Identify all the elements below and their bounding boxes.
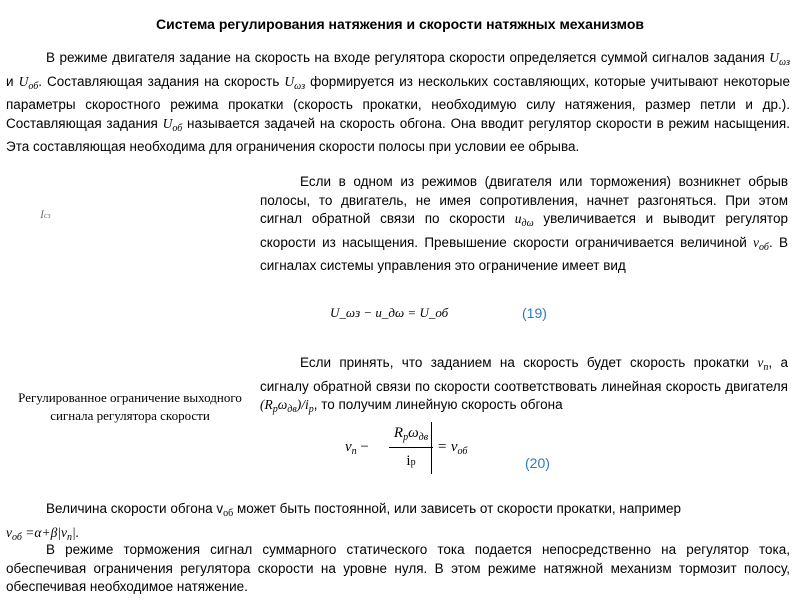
paragraph-5: В режиме торможения сигнал суммарного статического тока подается непосредственно на регулятор тока, обеспечивая ограничения регулятора скорости на уровне нуля. В этом режиме натяжной механизм тормозит полосу, обеспечивая необходимое натяжение. [6,542,790,594]
abs-bar [431,422,432,474]
equation-19: U_ωз − u_дω = U_об [330,305,449,320]
equation-20: $v_п$ − $R_р\omega_{дв}$ iр = $v_{об}$ [345,425,485,477]
paragraph-2: Если в одном из режимов (двигателя или торможения) возникнет обрыв полосы, то двигатель, не имея сопротивления, начнет разгоняться. При этом сигнал обратной связи по скорости $u_{д\omega}$ увеличивается и выводит регулятор скорости из насыщения. Превышение скорости ограничивается величиной $v_{об}$. В сигналах системы управления это ограничение имеет вид [260,174,788,273]
figure-caption: Регулированное ограничение выходного сигнала регулятора скорости [18,390,242,423]
fraction-bar [389,447,433,448]
figure-label: Iсз [40,207,51,221]
paragraph-1: В режиме двигателя задание на скорость на входе регулятора скорости определяется суммой сигналов задания $U_{\omega з}$ и $U_{об}$. Составляющая задания на скорость $U_{\omega з}$ формируется из нескольких составляющих, которые учитывают некоторые параметры скоростного режима прокатки (скорость прокатки, необходимую силу натяжения, размер петли и др.). Составляющая задания $U_{об}$ называется задачей на скорость обгона. Она вводит регулятор скорости в режим насыщения. Эта составляющая необходима для ограничения скорости полосы при условии ее обрыва. [6,50,790,154]
paragraph-4: Величина скорости обгона $v_{об}$ может быть постоянной, или зависеть от скорости прокатки, например $v_{об} =\alpha+\beta|v_п|$. [6,501,682,543]
page-title: Система регулирования натяжения и скорости натяжных механизмов [156,16,644,32]
paragraph-3: Если принять, что заданием на скорость будет скорость прокатки $v_п$, а сигналу обратной связи по скорости соответствовать линейная скорость двигателя $(R_р\omega_{дв})/i_р$, то получим линейную скорость обгона [260,355,788,415]
equation-20-number: (20) [525,455,550,471]
equation-19-number: (19) [522,305,547,321]
